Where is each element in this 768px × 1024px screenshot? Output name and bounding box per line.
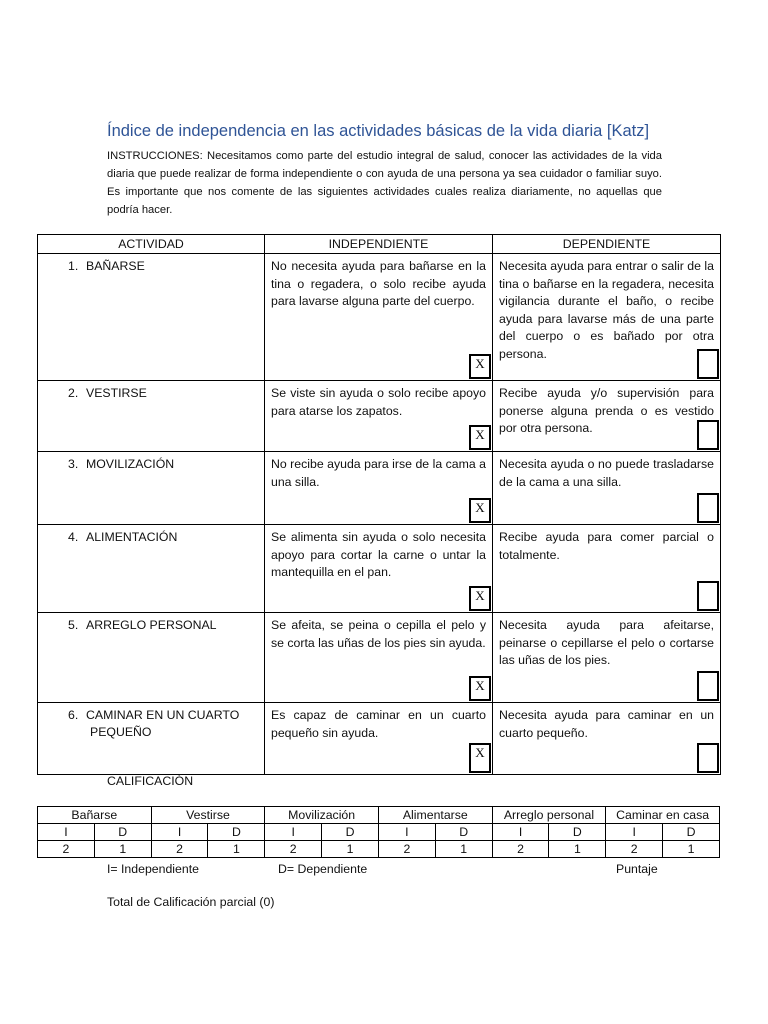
table-header-row <box>38 235 721 254</box>
score-sub-i: I <box>492 824 549 841</box>
activity-number: 5. <box>68 618 79 632</box>
activity-number: 3. <box>68 457 79 471</box>
dependent-cell <box>493 381 721 452</box>
activity-name: VESTIRSE <box>86 386 147 400</box>
activity-name: CAMINAR EN UN CUARTO <box>86 708 240 722</box>
table-row <box>38 452 721 525</box>
dependent-cell <box>493 452 721 525</box>
katz-activity-table <box>37 234 721 775</box>
score-sub-i: I <box>378 824 435 841</box>
score-sub-d: D <box>435 824 492 841</box>
independent-description: Es capaz de caminar en un cuarto pequeño sin ayuda. <box>271 708 486 740</box>
dependent-description: Necesita ayuda o no puede trasladarse de la cama a una silla. <box>499 457 714 489</box>
independent-checkbox[interactable]: X <box>469 498 491 523</box>
independent-checkbox[interactable]: X <box>469 586 491 611</box>
legend-score: Puntaje <box>616 862 658 876</box>
dependent-description: Recibe ayuda y/o supervisión para ponerse alguna prenda o es vestido por otra persona. <box>499 386 714 435</box>
score-value-d: 1 <box>322 841 379 858</box>
score-value-i: 2 <box>38 841 95 858</box>
dependent-description: Necesita ayuda para entrar o salir de la tina o bañarse en la regadera, necesita vigilancia durante el baño, o recibe ayuda para lavarse más de una parte del cuerpo o es bañado por otra persona. <box>499 259 714 361</box>
score-value-row <box>38 841 720 858</box>
dependent-checkbox[interactable] <box>697 493 719 523</box>
score-group: Alimentarse <box>378 807 492 824</box>
independent-cell <box>265 613 493 703</box>
score-value-i: 2 <box>378 841 435 858</box>
score-sub-d: D <box>94 824 151 841</box>
independent-cell <box>265 703 493 775</box>
score-group: Movilización <box>265 807 379 824</box>
header-dependent: DEPENDIENTE <box>493 235 721 254</box>
table-row <box>38 613 721 703</box>
activity-cell <box>38 381 265 452</box>
activity-number: 1. <box>68 259 79 273</box>
total-score-label: Total de Calificación parcial (0) <box>107 895 275 909</box>
score-group: Bañarse <box>38 807 152 824</box>
legend-dependent: D= Dependiente <box>278 862 368 876</box>
activity-cell <box>38 703 265 775</box>
activity-number: 2. <box>68 386 79 400</box>
activity-name: ALIMENTACIÓN <box>86 530 178 544</box>
independent-description: No necesita ayuda para bañarse en la tina o regadera, o solo recibe ayuda para lavarse alguna parte del cuerpo. <box>271 259 486 308</box>
activity-name-continued: PEQUEÑO <box>90 725 152 739</box>
score-sub-d: D <box>549 824 606 841</box>
score-table <box>37 806 720 858</box>
activity-cell <box>38 254 265 381</box>
dependent-description: Recibe ayuda para comer parcial o totalmente. <box>499 530 714 562</box>
activity-name: ARREGLO PERSONAL <box>86 618 217 632</box>
activity-number: 4. <box>68 530 79 544</box>
score-group: Vestirse <box>151 807 265 824</box>
score-sub-i: I <box>606 824 663 841</box>
calificacion-label: CALIFICACIÓN <box>107 774 194 788</box>
dependent-checkbox[interactable] <box>697 743 719 773</box>
score-sub-i: I <box>38 824 95 841</box>
activity-cell <box>38 452 265 525</box>
header-independent: INDEPENDIENTE <box>265 235 493 254</box>
score-group: Caminar en casa <box>606 807 720 824</box>
score-value-i: 2 <box>265 841 322 858</box>
score-value-i: 2 <box>606 841 663 858</box>
independent-cell <box>265 254 493 381</box>
score-subheader-row <box>38 824 720 841</box>
independent-checkbox[interactable]: X <box>469 425 491 450</box>
independent-description: Se afeita, se peina o cepilla el pelo y se corta las uñas de los pies sin ayuda. <box>271 618 486 650</box>
header-activity: ACTIVIDAD <box>38 235 265 254</box>
independent-description: No recibe ayuda para irse de la cama a una silla. <box>271 457 486 489</box>
document-title: Índice de independencia en las actividades básicas de la vida diaria [Katz] <box>107 122 650 140</box>
independent-checkbox[interactable]: X <box>469 354 491 379</box>
independent-checkbox[interactable]: X <box>469 676 491 701</box>
dependent-checkbox[interactable] <box>697 671 719 701</box>
activity-name: BAÑARSE <box>86 259 145 273</box>
activity-cell <box>38 525 265 613</box>
table-row <box>38 525 721 613</box>
table-row <box>38 703 721 775</box>
score-sub-i: I <box>151 824 208 841</box>
independent-checkbox[interactable]: X <box>469 743 491 773</box>
independent-description: Se viste sin ayuda o solo recibe apoyo para atarse los zapatos. <box>271 386 486 418</box>
dependent-cell <box>493 613 721 703</box>
table-row <box>38 254 721 381</box>
score-value-d: 1 <box>208 841 265 858</box>
independent-description: Se alimenta sin ayuda o solo necesita apoyo para cortar la carne o untar la mantequilla en el pan. <box>271 530 486 579</box>
instructions-text: INSTRUCCIONES: Necesitamos como parte del estudio integral de salud, conocer las actividades de la vida diaria que puede realizar de forma independiente o con ayuda de una persona ya sea cuidador o familiar suyo. Es importante que nos comente de las siguientes actividades cuales realiza diariamente, no aquellas que podría hacer. <box>107 150 662 216</box>
dependent-description: Necesita ayuda para caminar en un cuarto pequeño. <box>499 708 714 740</box>
score-sub-i: I <box>265 824 322 841</box>
score-value-d: 1 <box>549 841 606 858</box>
dependent-cell <box>493 703 721 775</box>
dependent-cell <box>493 525 721 613</box>
score-value-d: 1 <box>94 841 151 858</box>
score-sub-d: D <box>208 824 265 841</box>
independent-cell <box>265 381 493 452</box>
score-group-row <box>38 807 720 824</box>
dependent-checkbox[interactable] <box>697 581 719 611</box>
activity-cell <box>38 613 265 703</box>
dependent-cell <box>493 254 721 381</box>
independent-cell <box>265 452 493 525</box>
score-value-i: 2 <box>151 841 208 858</box>
dependent-checkbox[interactable] <box>697 349 719 379</box>
activity-number: 6. <box>68 708 79 722</box>
score-sub-d: D <box>663 824 720 841</box>
score-sub-d: D <box>322 824 379 841</box>
legend-independent: I= Independiente <box>107 862 199 876</box>
score-value-d: 1 <box>435 841 492 858</box>
independent-cell <box>265 525 493 613</box>
score-value-i: 2 <box>492 841 549 858</box>
dependent-description: Necesita ayuda para afeitarse, peinarse o cepillarse el pelo o cortarse las uñas de los pies. <box>499 618 714 667</box>
activity-name: MOVILIZACIÓN <box>86 457 175 471</box>
dependent-checkbox[interactable] <box>697 420 719 450</box>
score-group: Arreglo personal <box>492 807 606 824</box>
table-row <box>38 381 721 452</box>
score-value-d: 1 <box>663 841 720 858</box>
